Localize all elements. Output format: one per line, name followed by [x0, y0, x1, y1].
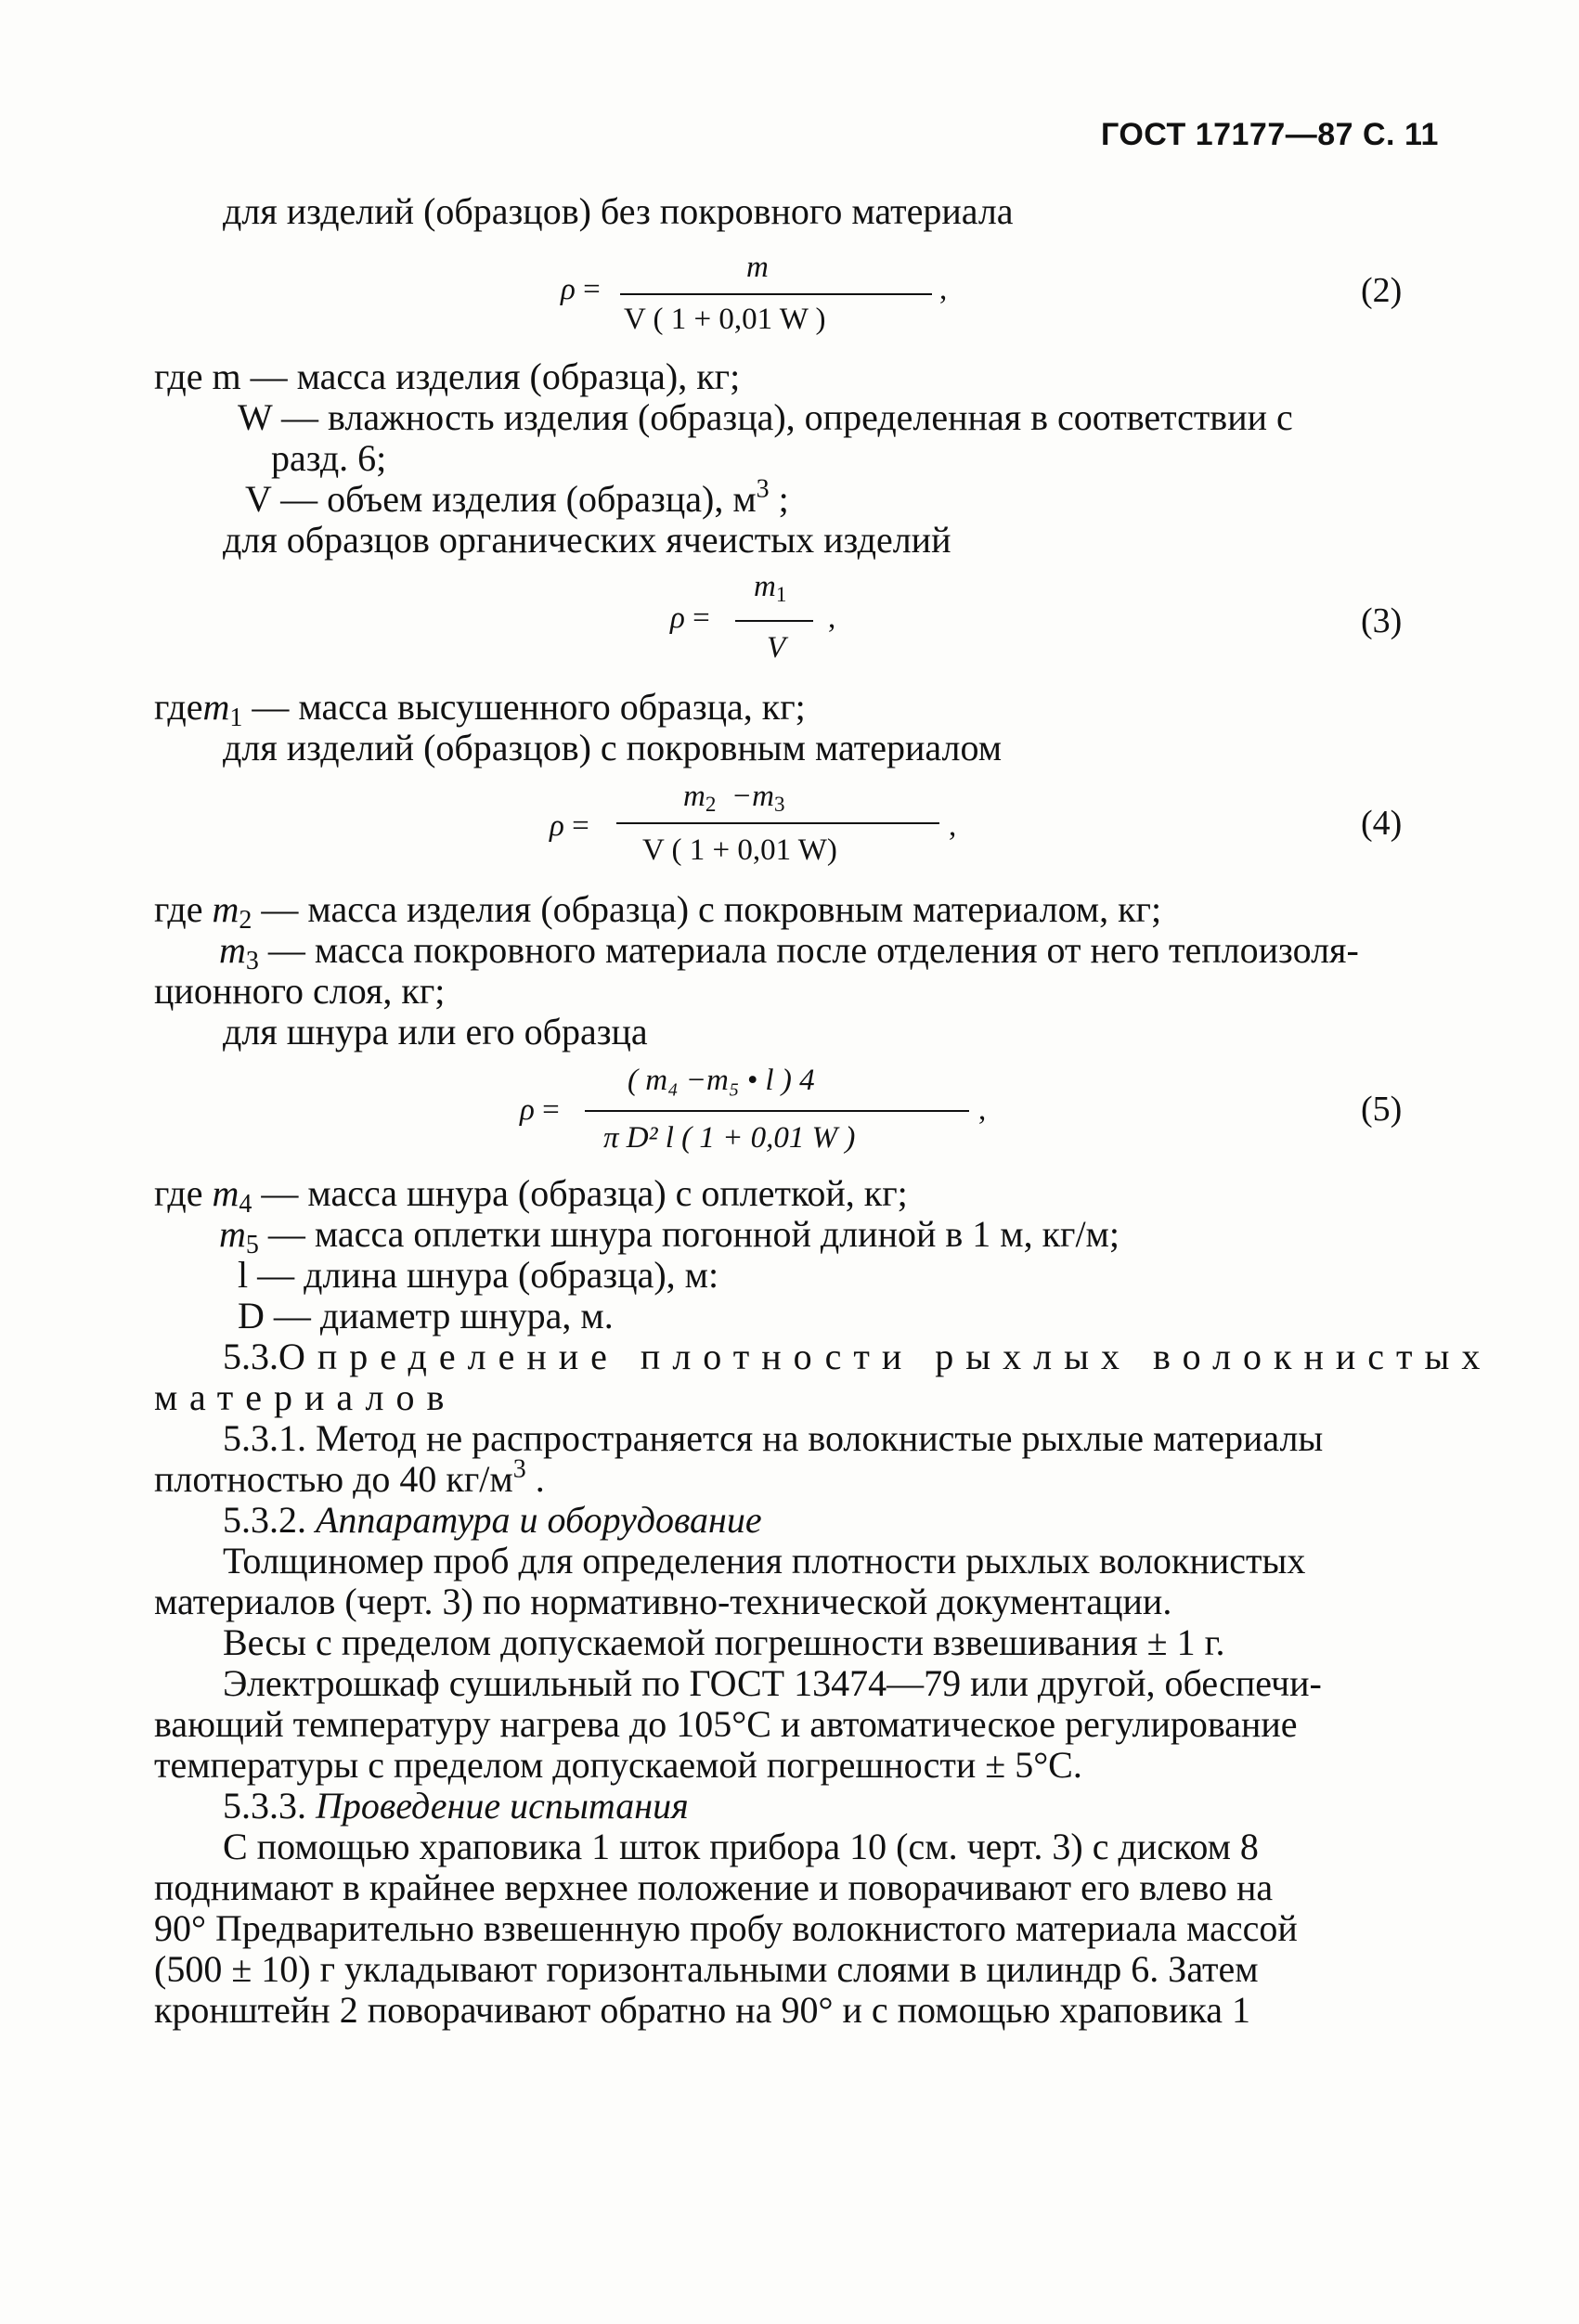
section-5-3-heading-cont: материалов	[154, 1376, 457, 1418]
where-m2: где $m_2$ — масса изделия (образца) с покровным материалом, кг;	[154, 888, 1162, 935]
procedure-line2: поднимают в крайнее верхнее положение и поворачивают его влево на	[154, 1866, 1274, 1908]
formula-4-fraction-line	[616, 822, 939, 824]
para-thickness-gauge-line1: Толщиномер проб для определения плотности рыхлых волокнистых	[223, 1540, 1306, 1582]
formula-4-number: (4)	[1361, 804, 1403, 843]
para-oven-line1: Электрошкаф сушильный по ГОСТ 13474—79 или другой, обеспечи-	[223, 1662, 1322, 1704]
intro-no-cover: для изделий (образцов) без покровного материала	[223, 190, 1014, 232]
where-W-line2: разд. 6;	[271, 437, 387, 479]
formula-3-denominator: V	[767, 631, 786, 665]
formula-4-denominator: V ( 1 + 0,01 W)	[642, 833, 837, 867]
where-m1: гдеm$_1$ — масса высушенного образца, кг;	[154, 686, 806, 732]
formula-2-fraction-line	[620, 293, 932, 295]
formula-2-comma: ,	[939, 273, 948, 306]
where-W-line1: W — влажность изделия (образца), определенная в соответствии с	[238, 396, 1293, 438]
formula-5-rho: ρ =	[520, 1093, 560, 1127]
formula-3-fraction-line	[735, 620, 813, 622]
para-oven-line3: температуры с пределом допускаемой погрешности ± 5°С.	[154, 1744, 1082, 1786]
page-header: ГОСТ 17177—87 С. 11	[1101, 117, 1439, 152]
where-V: V — объем изделия (образца), $м^3$ ;	[245, 474, 789, 520]
intro-cover: для изделий (образцов) с покровным материалом	[223, 727, 1003, 768]
para-scales: Весы с пределом допускаемой погрешности взвешивания ± 1 г.	[223, 1621, 1225, 1663]
formula-5-fraction-line	[585, 1110, 969, 1112]
where-m4: где $m_4$ — масса шнура (образца) с оплеткой, кг;	[154, 1172, 908, 1219]
para-thickness-gauge-line2: материалов (черт. 3) по нормативно-технической документации.	[154, 1581, 1172, 1622]
formula-3-rho: ρ =	[670, 601, 710, 635]
para-oven-line2: вающий температуру нагрева до 105°С и автоматическое регулирование	[154, 1703, 1298, 1745]
intro-cord: для шнура или его образца	[223, 1011, 648, 1052]
formula-5-denominator: π D² l ( 1 + 0,01 W )	[603, 1121, 856, 1155]
where-m5: $m_5$ — масса оплетки шнура погонной длиной в 1 м, кг/м;	[219, 1213, 1120, 1259]
section-5-3-3-heading: 5.3.3. Проведение испытания	[223, 1785, 689, 1827]
where-l: l — длина шнура (образца), м:	[238, 1254, 719, 1296]
section-5-3-1-line2: плотностью до 40 $кг/м^3$ .	[154, 1454, 545, 1500]
section-5-3-2-heading: 5.3.2. Аппаратура и оборудование	[223, 1499, 762, 1541]
formula-5-number: (5)	[1361, 1090, 1403, 1129]
formula-3-numerator: $m_1$	[754, 570, 787, 606]
procedure-line4: (500 ± 10) г укладывают горизонтальными слоями в цилиндр 6. Затем	[154, 1948, 1259, 1990]
formula-2-number: (2)	[1361, 271, 1403, 310]
formula-2-rho: ρ =	[561, 273, 601, 306]
intro-cellular: для образцов органических ячеистых изделий	[223, 519, 951, 561]
formula-3-comma: ,	[828, 601, 836, 635]
formula-4-rho: ρ =	[550, 809, 589, 843]
procedure-line1: С помощью храповика 1 шток прибора 10 (см. черт. 3) с диском 8	[223, 1826, 1259, 1867]
where-D: D — диаметр шнура, м.	[238, 1295, 614, 1336]
formula-3-number: (3)	[1361, 601, 1403, 640]
procedure-line3: 90° Предварительно взвешенную пробу волокнистого материала массой	[154, 1907, 1298, 1949]
where-m3: $m_3$ — масса покровного материала после отделения от него теплоизоля-	[219, 929, 1359, 975]
formula-5-comma: ,	[978, 1093, 987, 1127]
where-m: где m — масса изделия (образца), кг;	[154, 355, 741, 397]
formula-4-numerator: $m_2 -m_3$	[683, 780, 785, 816]
section-5-3-1-line1: 5.3.1. Метод не распространяется на волокнистые рыхлые материалы	[223, 1417, 1324, 1459]
formula-2-denominator: V ( 1 + 0,01 W )	[624, 303, 826, 336]
formula-5-numerator: ( m₄ −m₅ • l ) 4	[628, 1064, 815, 1097]
where-m3-cont: ционного слоя, кг;	[154, 970, 446, 1012]
formula-2-numerator: m	[746, 251, 769, 284]
formula-4-comma: ,	[949, 809, 957, 843]
section-5-3-heading: 5.3.Определение плотности рыхлых волокнистых	[223, 1336, 1493, 1377]
procedure-line5: кронштейн 2 поворачивают обратно на 90° и с помощью храповика 1	[154, 1989, 1250, 2031]
